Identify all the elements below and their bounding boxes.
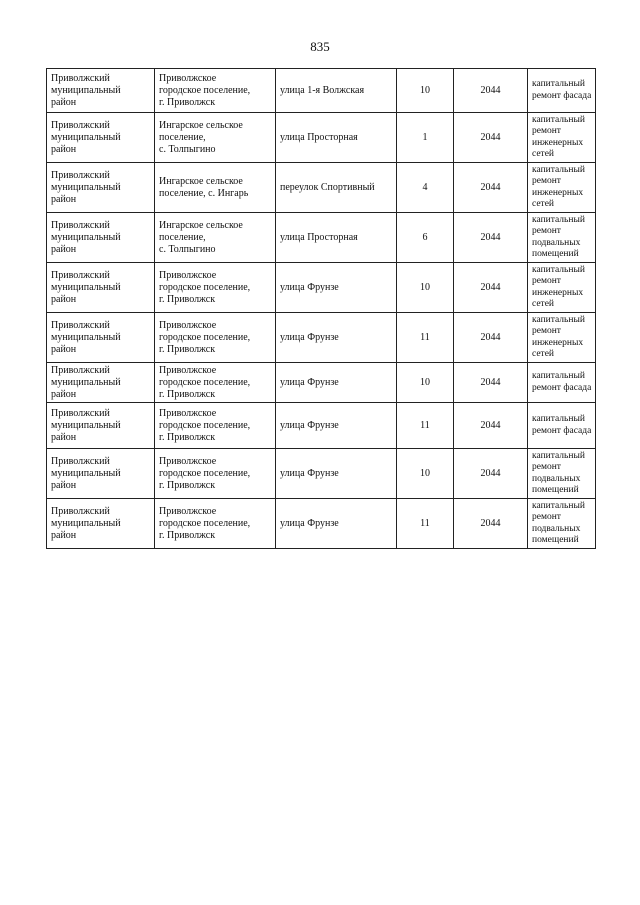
work-type-cell-line: капитальный — [532, 164, 585, 175]
year-cell: 2044 — [454, 449, 528, 499]
table-row — [47, 263, 596, 313]
settlement-cell — [155, 403, 276, 449]
district-cell-line: Приволжский — [51, 269, 110, 281]
settlement-cell-line: Приволжское — [159, 319, 217, 331]
house-number-cell: 11 — [397, 313, 454, 363]
work-type-cell-line: подвальных — [532, 523, 581, 534]
settlement-cell-line: городское поселение, — [159, 419, 251, 431]
district-cell-line: Приволжский — [51, 505, 110, 517]
table-row — [47, 313, 596, 363]
year-cell: 2044 — [454, 363, 528, 403]
year-cell: 2044 — [454, 213, 528, 263]
work-type-cell-line: ремонт — [532, 462, 561, 472]
work-type-cell-line: капитальный — [532, 450, 585, 461]
settlement-cell-line: Приволжское — [159, 72, 217, 84]
district-cell-line: муниципальный — [51, 419, 121, 431]
settlement-cell-line: Приволжское — [159, 407, 217, 419]
work-type-cell-line: ремонт — [532, 126, 561, 136]
street-cell: улица Фрунзе — [276, 403, 397, 449]
street-cell: улица Фрунзе — [276, 363, 397, 403]
year-cell: 2044 — [454, 113, 528, 163]
district-cell — [47, 403, 155, 449]
street-cell: улица 1-я Волжская — [276, 69, 397, 113]
district-cell — [47, 313, 155, 363]
settlement-cell-line: городское поселение, — [159, 517, 251, 529]
street-cell: переулок Спортивный — [276, 163, 397, 213]
street-cell: улица Фрунзе — [276, 313, 397, 363]
year-cell: 2044 — [454, 263, 528, 313]
settlement-cell-line: городское поселение, — [159, 467, 251, 479]
page-number: 835 — [310, 39, 330, 54]
house-number-cell: 11 — [397, 403, 454, 449]
year-cell: 2044 — [454, 403, 528, 449]
settlement-cell-line: г. Приволжск — [159, 388, 216, 400]
street-cell: улица Фрунзе — [276, 449, 397, 499]
district-cell-line: Приволжский — [51, 455, 110, 467]
work-type-cell — [528, 313, 596, 363]
settlement-cell-line: поселение, с. Ингарь — [159, 187, 249, 199]
table-row — [47, 69, 596, 113]
work-type-cell-line: сетей — [532, 199, 555, 209]
district-cell-line: район — [51, 388, 77, 400]
work-type-cell-line: капитальный — [532, 500, 585, 511]
district-cell-line: Приволжский — [51, 407, 110, 419]
settlement-cell-line: Ингарское сельское — [159, 175, 243, 187]
district-cell — [47, 363, 155, 403]
district-cell-line: район — [51, 431, 77, 443]
district-cell-line: муниципальный — [51, 331, 121, 343]
work-type-cell-line: капитальный — [532, 414, 585, 424]
district-cell-line: Приволжский — [51, 119, 110, 131]
work-type-cell — [528, 213, 596, 263]
district-cell-line: район — [51, 243, 77, 255]
district-cell-line: муниципальный — [51, 131, 121, 143]
district-cell — [47, 499, 155, 549]
district-cell-line: район — [51, 293, 77, 305]
work-type-cell — [528, 403, 596, 449]
work-type-cell-line: ремонт фасада — [532, 90, 592, 101]
settlement-cell-line: Приволжское — [159, 269, 217, 281]
work-type-cell-line: ремонт — [532, 226, 561, 236]
district-cell — [47, 163, 155, 213]
district-cell — [47, 69, 155, 113]
work-type-cell — [528, 263, 596, 313]
year-cell: 2044 — [454, 163, 528, 213]
settlement-cell — [155, 213, 276, 263]
table-body — [47, 69, 596, 549]
district-cell — [47, 213, 155, 263]
work-type-cell-line: ремонт — [532, 512, 561, 522]
settlement-cell — [155, 449, 276, 499]
district-cell-line: район — [51, 193, 77, 205]
street-cell: улица Просторная — [276, 113, 397, 163]
settlement-cell — [155, 69, 276, 113]
work-type-cell-line: ремонт фасада — [532, 425, 592, 436]
district-cell-line: Приволжский — [51, 169, 110, 181]
work-type-cell-line: помещений — [532, 485, 579, 495]
table-row — [47, 499, 596, 549]
work-type-cell-line: капитальный — [532, 214, 585, 225]
work-type-cell-line: сетей — [532, 149, 555, 159]
street-cell: улица Фрунзе — [276, 499, 397, 549]
settlement-cell-line: городское поселение, — [159, 84, 251, 96]
table-row — [47, 363, 596, 403]
district-cell — [47, 263, 155, 313]
repair-schedule-table — [46, 68, 596, 549]
settlement-cell — [155, 113, 276, 163]
work-type-cell-line: капитальный — [532, 114, 585, 125]
district-cell-line: Приволжский — [51, 219, 110, 231]
work-type-cell-line: инженерных — [532, 337, 584, 348]
district-cell-line: район — [51, 343, 77, 355]
house-number-cell: 10 — [397, 363, 454, 403]
year-cell: 2044 — [454, 499, 528, 549]
settlement-cell-line: с. Толпыгино — [159, 243, 216, 255]
year-cell: 2044 — [454, 313, 528, 363]
work-type-cell-line: инженерных — [532, 137, 584, 148]
settlement-cell-line: Ингарское сельское — [159, 119, 243, 131]
settlement-cell — [155, 263, 276, 313]
district-cell-line: муниципальный — [51, 231, 121, 243]
work-type-cell-line: подвальных — [532, 473, 581, 484]
district-cell — [47, 449, 155, 499]
work-type-cell-line: сетей — [532, 299, 555, 309]
table-row — [47, 403, 596, 449]
settlement-cell-line: г. Приволжск — [159, 431, 216, 443]
settlement-cell — [155, 163, 276, 213]
district-cell-line: район — [51, 479, 77, 491]
settlement-cell — [155, 499, 276, 549]
work-type-cell — [528, 363, 596, 403]
work-type-cell — [528, 163, 596, 213]
district-cell-line: муниципальный — [51, 376, 121, 388]
settlement-cell — [155, 313, 276, 363]
house-number-cell: 10 — [397, 449, 454, 499]
work-type-cell-line: ремонт — [532, 276, 561, 286]
work-type-cell-line: помещений — [532, 535, 579, 545]
district-cell-line: район — [51, 529, 77, 541]
district-cell-line: Приволжский — [51, 72, 110, 84]
settlement-cell-line: Приволжское — [159, 505, 217, 517]
settlement-cell-line: поселение, — [159, 131, 206, 143]
settlement-cell-line: поселение, — [159, 231, 206, 243]
settlement-cell-line: городское поселение, — [159, 331, 251, 343]
work-type-cell-line: капитальный — [532, 371, 585, 381]
street-cell: улица Фрунзе — [276, 263, 397, 313]
work-type-cell-line: капитальный — [532, 314, 585, 325]
district-cell-line: район — [51, 143, 77, 155]
work-type-cell-line: подвальных — [532, 237, 581, 248]
settlement-cell-line: с. Толпыгино — [159, 143, 216, 155]
work-type-cell-line: ремонт — [532, 326, 561, 336]
settlement-cell-line: городское поселение, — [159, 281, 251, 293]
settlement-cell-line: Приволжское — [159, 455, 217, 467]
work-type-cell-line: помещений — [532, 249, 579, 259]
year-cell: 2044 — [454, 69, 528, 113]
work-type-cell — [528, 499, 596, 549]
work-type-cell-line: ремонт — [532, 176, 561, 186]
district-cell — [47, 113, 155, 163]
district-cell-line: муниципальный — [51, 517, 121, 529]
district-cell-line: район — [51, 96, 77, 108]
district-cell-line: муниципальный — [51, 467, 121, 479]
table-row — [47, 449, 596, 499]
settlement-cell-line: г. Приволжск — [159, 293, 216, 305]
house-number-cell: 10 — [397, 263, 454, 313]
district-cell-line: муниципальный — [51, 84, 121, 96]
work-type-cell-line: ремонт фасада — [532, 382, 592, 393]
work-type-cell — [528, 69, 596, 113]
house-number-cell: 4 — [397, 163, 454, 213]
work-type-cell-line: капитальный — [532, 79, 585, 89]
settlement-cell — [155, 363, 276, 403]
settlement-cell-line: г. Приволжск — [159, 529, 216, 541]
work-type-cell-line: сетей — [532, 349, 555, 359]
settlement-cell-line: г. Приволжск — [159, 343, 216, 355]
settlement-cell-line: г. Приволжск — [159, 96, 216, 108]
district-cell-line: Приволжский — [51, 319, 110, 331]
house-number-cell: 11 — [397, 499, 454, 549]
work-type-cell-line: инженерных — [532, 187, 584, 198]
district-cell-line: муниципальный — [51, 181, 121, 193]
settlement-cell-line: Ингарское сельское — [159, 219, 243, 231]
work-type-cell — [528, 449, 596, 499]
table-row — [47, 163, 596, 213]
settlement-cell-line: г. Приволжск — [159, 479, 216, 491]
table-row — [47, 113, 596, 163]
district-cell-line: муниципальный — [51, 281, 121, 293]
table-row — [47, 213, 596, 263]
settlement-cell-line: городское поселение, — [159, 376, 251, 388]
house-number-cell: 1 — [397, 113, 454, 163]
work-type-cell-line: инженерных — [532, 287, 584, 298]
work-type-cell — [528, 113, 596, 163]
district-cell-line: Приволжский — [51, 364, 110, 376]
house-number-cell: 6 — [397, 213, 454, 263]
settlement-cell-line: Приволжское — [159, 364, 217, 376]
street-cell: улица Просторная — [276, 213, 397, 263]
house-number-cell: 10 — [397, 69, 454, 113]
work-type-cell-line: капитальный — [532, 264, 585, 275]
